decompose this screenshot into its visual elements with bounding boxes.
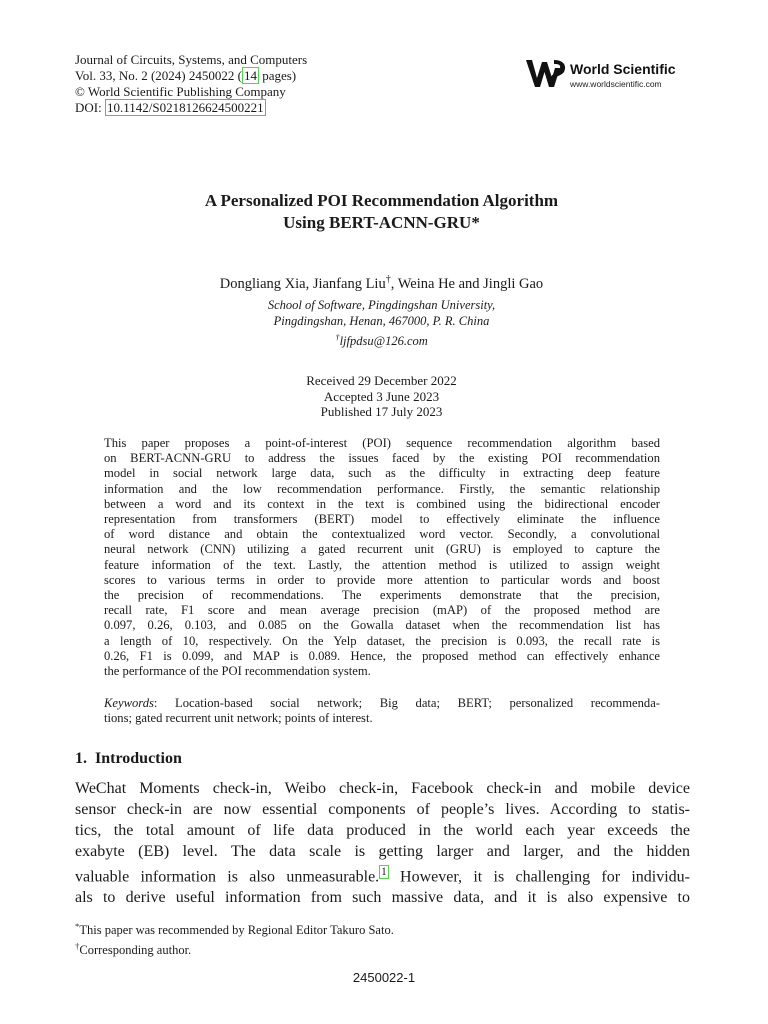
authors-part-1: Dongliang Xia, Jianfang Liu xyxy=(219,275,386,292)
footnote-mark: * xyxy=(75,921,80,931)
footnote-mark: † xyxy=(75,941,80,952)
received-date: Received 29 December 2022 xyxy=(306,373,457,388)
paper-title xyxy=(80,190,683,234)
publication-dates xyxy=(80,373,683,420)
authors-part-2: , Weina He and Jingli Gao xyxy=(390,275,544,292)
email-address[interactable]: ljfpdsu@126.com xyxy=(339,334,428,349)
keywords xyxy=(104,696,660,726)
title-line-1: A Personalized POI Recommendation Algorithm xyxy=(204,191,559,210)
intro-line: als to derive useful information from such massive data, and it is also expensive to xyxy=(75,889,690,907)
publisher-name: World Scientific xyxy=(570,61,676,77)
journal-header xyxy=(75,52,307,116)
abstract-line: of word distance and obtain the contextualized word vector. Secondly, a convolutional xyxy=(104,527,660,542)
published-date: Published 17 July 2023 xyxy=(320,404,443,419)
abstract-line: 0.097, 0.26, 0.103, and 0.085 on the Gowalla dataset when the recommendation list has xyxy=(104,618,660,633)
doi-label: DOI: xyxy=(75,100,105,115)
abstract-line: between a word and its context in the text is combined using the bidirectional encoder xyxy=(104,496,660,511)
intro-line xyxy=(75,862,690,887)
world-scientific-logo-icon xyxy=(524,56,568,90)
page-count-link[interactable]: 14 xyxy=(243,68,257,83)
intro-line: tics, the total amount of life data produced in the world each year exceeds the xyxy=(75,822,690,839)
abstract-line: 0.26, F1 is 0.099, and MAP is 0.089. Hence, the proposed method can effectively enhance xyxy=(104,648,660,663)
intro-text: However, it is challenging for individu- xyxy=(388,868,690,886)
affiliation xyxy=(80,297,683,349)
section-title: Introduction xyxy=(95,750,182,767)
intro-text: valuable information is also unmeasurable. xyxy=(75,868,380,886)
abstract-line: This paper proposes a point-of-interest (POI) sequence recommendation algorithm based xyxy=(104,436,660,450)
keywords-line-2: tions; gated recurrent unit network; points of interest. xyxy=(104,711,373,726)
introduction-text xyxy=(75,778,690,908)
abstract-line: scores to various terms in order to provide more attention to particular words and boost xyxy=(104,572,660,587)
section-heading xyxy=(75,750,182,768)
accepted-date: Accepted 3 June 2023 xyxy=(323,388,440,404)
publisher-logo xyxy=(524,56,694,92)
abstract-line: recall rate, F1 score and mean average precision (mAP) of the proposed method are xyxy=(104,603,660,618)
abstract-line: model in social network large data, such as the difficulty in extracting deep feature xyxy=(104,466,660,481)
abstract-line: the performance of the POI recommendation system. xyxy=(104,664,371,679)
footnotes xyxy=(75,918,394,958)
affiliation-line-2: Pingdingshan, Henan, 467000, P. R. China xyxy=(273,314,490,328)
pages-suffix: pages) xyxy=(258,68,297,83)
affiliation-email xyxy=(80,329,683,349)
abstract-line: feature information of the text. Lastly, the attention method is utilized to assign weight xyxy=(104,557,660,572)
abstract-line: representation from transformers (BERT) model to effectively eliminate the influence xyxy=(104,512,660,527)
intro-line: WeChat Moments check-in, Weibo check-in, Facebook check-in and mobile device xyxy=(75,780,690,797)
keywords-text-1: : Location-based social network; Big data; BERT; personalized recommenda- xyxy=(153,696,660,710)
citation-link[interactable]: 1 xyxy=(381,866,387,878)
footnote-1 xyxy=(75,918,394,938)
journal-name: Journal of Circuits, Systems, and Computers xyxy=(75,52,308,67)
footnote-text: Corresponding author. xyxy=(79,943,192,958)
abstract-line: the precision of recommendations. The experiments demonstrate that the precision, xyxy=(104,588,660,603)
footnote-text: This paper was recommended by Regional Editor Takuro Sato. xyxy=(79,923,394,938)
doi-link[interactable]: 10.1142/S0218126624500221 xyxy=(106,100,264,115)
authors xyxy=(80,274,683,293)
corresponding-mark: † xyxy=(385,274,391,285)
copyright: © World Scientific Publishing Company xyxy=(75,84,286,99)
journal-volume xyxy=(75,68,307,84)
page-number: 2450022-1 xyxy=(352,970,416,985)
doi-line xyxy=(75,100,307,116)
email-mark: † xyxy=(335,332,340,342)
abstract xyxy=(104,436,660,679)
keywords-line-1 xyxy=(104,696,660,711)
volume-text: Vol. 33, No. 2 (2024) 2450022 ( xyxy=(75,68,242,83)
abstract-line: information and the low recommendation performance. Firstly, the semantic relationship xyxy=(104,481,660,496)
title-line-2: Using BERT-ACNN-GRU* xyxy=(283,213,480,232)
section-number: 1. xyxy=(75,750,87,767)
keywords-label: Keywords xyxy=(104,696,154,710)
abstract-line: neural network (CNN) utilizing a gated recurrent unit (GRU) is employed to capture the xyxy=(104,542,660,557)
affiliation-line-1: School of Software, Pingdingshan University, xyxy=(267,298,496,312)
abstract-line: a length of 10, respectively. On the Yelp dataset, the precision is 0.093, the recall rate is xyxy=(104,633,660,648)
abstract-line: on BERT-ACNN-GRU to address the issues faced by the existing POI recommendation xyxy=(104,451,660,466)
intro-line: sensor check-in are now essential components of people’s lives. According to statis- xyxy=(75,801,690,818)
publisher-url[interactable]: www.worldscientific.com xyxy=(570,79,662,89)
footnote-2 xyxy=(75,938,394,958)
intro-line: exabyte (EB) level. The data scale is getting larger and larger, and the hidden xyxy=(75,843,690,860)
